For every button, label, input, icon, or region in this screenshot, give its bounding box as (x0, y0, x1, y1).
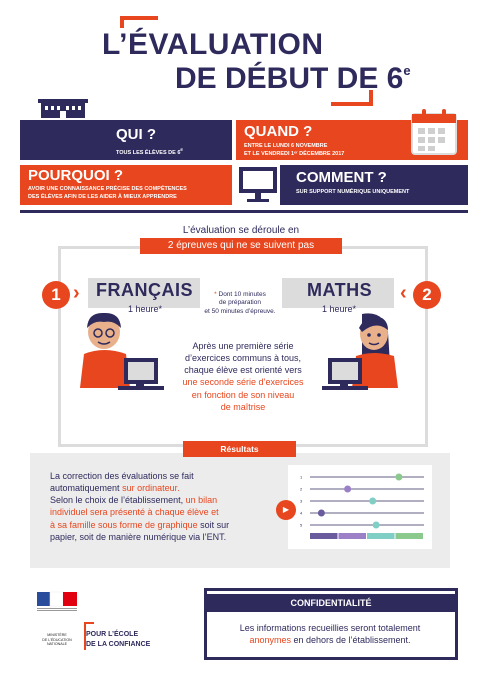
boy-student-illustration (74, 306, 164, 406)
confidentialite-title: CONFIDENTIALITÉ (207, 594, 455, 612)
page-title-line2: DE DÉBUT DE 6e (175, 62, 411, 95)
ministry-logo (33, 590, 81, 650)
pourquoi-line1: AVOIR UNE CONNAISSANCE PRÉCISE DES COMPÉTENCES (28, 186, 187, 192)
monitor-icon (236, 161, 280, 207)
chart-legend-bar (339, 533, 367, 539)
quand-line2: ET LE VENDREDI 1ᵉʳ DÉCEMBRE 2017 (244, 151, 345, 157)
chart-row-tick: 5 (300, 522, 303, 528)
pourquoi-title: POURQUOI ? (28, 167, 124, 184)
title-bracket-bottom (331, 90, 373, 106)
francais-title: FRANÇAIS (96, 280, 193, 300)
chart-point (395, 474, 402, 481)
chart-legend-bar (367, 533, 395, 539)
step-2-badge: 2 (413, 281, 441, 309)
deroulement-intro: L’évaluation se déroule en (182, 225, 300, 236)
title-bracket-top (120, 16, 158, 28)
ecole-slogan: POUR L’ÉCOLE DE LA CONFIANCE (86, 631, 151, 648)
ministry-name: MINISTÈRE DE L’ÉDUCATION NATIONALE (42, 633, 72, 647)
maths-title: MATHS (307, 280, 373, 300)
chart-point (373, 522, 380, 529)
section-divider (20, 210, 468, 213)
chevron-left-icon: ‹ (400, 282, 407, 304)
girl-student-illustration (322, 306, 412, 406)
confidentialite-text: Les informations recueillies seront totalement anonymes en dehors de l’établissement. (239, 623, 421, 646)
results-chart (288, 465, 432, 549)
results-chart-svg (288, 465, 432, 549)
epreuves-highlight: 2 épreuves qui ne se suivent pas (140, 238, 342, 254)
results-text: La correction des évaluations se fait automatiquement sur ordinateur. Selon le choix de l’établissement, un bilan individuel sera présenté à chaque élève et à sa famille sous forme de graphique soit sur papier, soit de manière numérique via l’ENT. (50, 471, 230, 542)
chart-legend-bar (310, 533, 338, 539)
qui-title: QUI ? (116, 126, 156, 143)
orientation-paragraph: Après une première série d’exercices communs à tous, chaque élève est orienté vers une seconde série d’exercices en fonction de son niveau de maîtrise (182, 341, 304, 412)
school-icon (38, 96, 88, 118)
time-footnote-text: * Dont 10 minutes de préparation et 50 minutes d’épreuve. (204, 291, 276, 315)
play-icon[interactable]: ▶ (276, 500, 296, 520)
comment-subtitle: SUR SUPPORT NUMÉRIQUE UNIQUEMENT (296, 189, 410, 195)
results-label: Résultats (183, 441, 296, 457)
qui-subtitle: TOUS LES ÉLÈVES DE $6^E$ (116, 147, 184, 156)
chart-point (369, 498, 376, 505)
chart-legend-bar (396, 533, 424, 539)
chart-row-tick: 2 (300, 486, 303, 492)
chart-point (318, 510, 325, 517)
chevron-right-icon: › (73, 282, 80, 304)
chart-row-tick: 1 (300, 474, 303, 480)
chart-row-tick: 4 (300, 510, 303, 516)
calendar-icon (410, 108, 458, 156)
chart-point (344, 486, 351, 493)
quand-line1: ENTRE LE LUNDI 6 NOVEMBRE (244, 143, 328, 149)
quand-title: QUAND ? (244, 123, 313, 140)
francais-time: 1 heure* (128, 304, 163, 314)
marianne-flag-icon (33, 590, 81, 614)
comment-title: COMMENT ? (296, 169, 387, 186)
maths-time: 1 heure* (322, 304, 357, 314)
pourquoi-line2: DES ÉLÈVES AFIN DE LES AIDER À MIEUX APPRENDRE (28, 194, 177, 200)
step-1-badge: 1 (42, 281, 70, 309)
page-title-line1: L’ÉVALUATION (102, 28, 324, 61)
chart-row-tick: 3 (300, 498, 303, 504)
